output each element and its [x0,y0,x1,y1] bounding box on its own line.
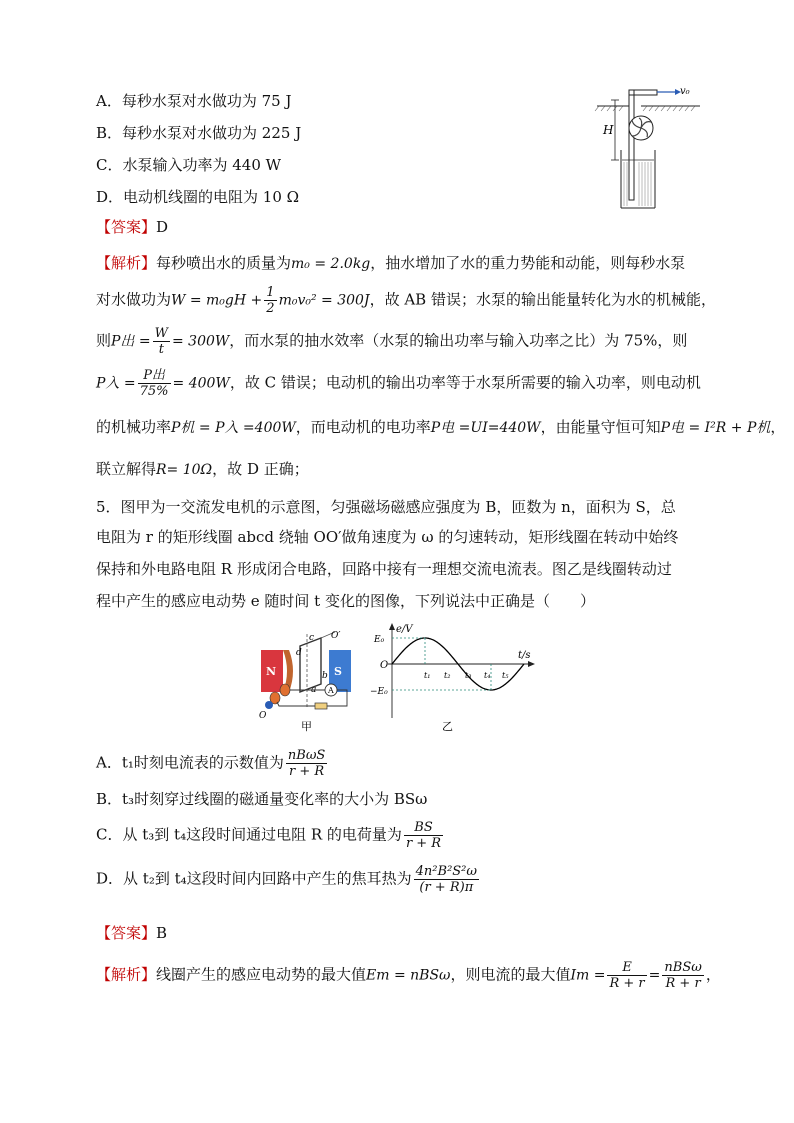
formula: W = m₀gH + [171,292,263,309]
south-pole-label: S [334,665,342,678]
t1-label: t₁ [424,671,431,680]
fraction [286,748,327,779]
q4-option-a: A．每秒水泵对水做功为 75 J [96,92,292,110]
text: ，而水泵的抽水效率（水泵的输出功率与输入功率之比）为 75%，则 [229,331,688,350]
north-pole-label: N [266,665,277,678]
t2-label: t₂ [444,671,451,680]
denominator: 2 [266,301,275,316]
formula: P入 = [96,375,136,392]
analysis-tag: 【解析】 [96,965,157,984]
analysis-line-2 [96,285,716,316]
emf-time-graph [372,620,542,732]
text: 每秒喷出水的质量为 [156,254,292,272]
numerator: BS [404,820,443,836]
text: 对水做功为 [96,290,172,309]
answer-tag: 【答案】 [96,924,157,942]
text: C．从 t₃到 t₄这段时间通过电阻 R 的电荷量为 [96,825,402,844]
fraction [264,285,276,316]
q5-analysis [96,960,721,991]
q5-stem-2: 电阻为 r 的矩形线圈 abcd 绕轴 OO′做角速度为 ω 的匀速转动，矩形线圈在转动中始终 [96,528,679,546]
formula: = 400W [172,375,230,392]
denominator: R + r [665,976,701,991]
formula: = 300W [172,333,230,350]
pump-figure [595,82,705,212]
text: D．从 t₂到 t₄这段时间内回路中产生的焦耳热为 [96,869,412,888]
text: ，故 AB 错误；水泵的输出能量转化为水的机械能， [369,290,716,309]
q5-stem-1: 5．图甲为一交流发电机的示意图，匀强磁场磁感应强度为 B，匝数为 n，面积为 S，总 [96,498,676,516]
v0-label: v₀ [680,86,690,97]
formula: m₀ = 2.0kg [291,256,371,272]
t5-label: t₅ [502,671,509,680]
text: 的机械功率 [96,418,172,436]
neg-e0-label: −E₀ [370,687,388,697]
denominator: r + R [289,764,325,779]
numerator: nBSω [664,960,702,975]
q4-answer [96,216,168,237]
q5-answer [96,922,167,943]
fraction [414,864,479,895]
numerator: nBωS [287,748,326,763]
analysis-line-5 [96,416,785,437]
q5-stem-3: 保持和外电路电阻 R 形成闭合电路，回路中接有一理想交流电流表。图乙是线圈转动过 [96,560,672,578]
a-label: a [311,685,317,695]
formula: Im = [570,967,606,984]
denominator: r + R [405,836,442,851]
answer-value: D [156,218,169,236]
text: ， [705,965,721,984]
text: ，而电动机的电功率 [295,418,431,436]
b-label: b [322,671,328,681]
x-axis-label: t/s [518,650,531,661]
q4-option-c: C．水泵输入功率为 440 W [96,156,282,174]
analysis-line-1 [96,252,685,273]
analysis-tag: 【解析】 [96,254,157,272]
formula: = [648,967,661,984]
formula: R= 10Ω [156,462,213,478]
text: 线圈产生的感应电动势的最大值 [156,965,367,984]
e0-label: E₀ [374,635,385,645]
q5-option-c [96,820,445,851]
fraction [607,960,646,991]
denominator: R + r [609,976,645,991]
figure-jia-caption: 甲 [301,720,312,733]
fraction [662,960,703,991]
analysis-line-4 [96,368,701,399]
d-label: d [296,648,302,658]
h-label: H [603,123,614,137]
analysis-line-6 [96,458,309,479]
text: ， [770,418,786,436]
fraction [404,820,443,851]
numerator: E [607,960,646,976]
formula: Em = nBSω [366,967,451,984]
text: 则 [96,331,112,350]
ammeter-label: A [328,686,334,695]
denominator: (r + R)π [419,880,474,895]
answer-value: B [156,924,168,942]
t3-label: t₃ [465,671,472,680]
q4-option-d: D．电动机线圈的电阻为 10 Ω [96,188,300,206]
q5-option-a [96,748,329,779]
y-axis-label: e/V [396,624,413,635]
text: ，由能量守恒可知 [540,418,661,436]
o-label: O [259,711,267,721]
formula: P出 = [111,333,151,350]
formula: P电 =UI=440W [430,420,541,436]
formula: P机 = P入 =400W [171,420,296,436]
text: ，故 C 错误；电动机的输出功率等于水泵所需要的输入功率，则电动机 [229,373,701,392]
numerator: P出 [138,368,171,384]
generator-figure [255,628,360,733]
text: ，则电流的最大值 [450,965,571,984]
text: ，故 D 正确； [212,460,309,478]
numerator: 1 [266,285,275,300]
option-letter: A． [96,753,122,772]
figure-yi-caption: 乙 [442,720,453,733]
text: t₁时刻电流表的示数值为 [121,753,284,772]
q5-option-b: B．t₃时刻穿过线圈的磁通量变化率的大小为 BSω [96,790,428,808]
t4-label: t₄ [484,671,491,680]
formula: P电 = I²R + P机 [660,420,771,436]
formula: m₀v₀² = 300J [278,292,370,309]
denominator: t [158,342,164,357]
q4-option-b: B．每秒水泵对水做功为 225 J [96,124,302,142]
answer-tag: 【答案】 [96,218,157,236]
fraction [153,326,170,357]
fraction [138,368,171,399]
q5-option-d [96,864,481,895]
analysis-line-3 [96,326,687,357]
q5-stem-4: 程中产生的感应电动势 e 随时间 t 变化的图像，下列说法中正确是（ ） [96,592,595,610]
numerator: 4n²B²S²ω [415,864,477,879]
numerator: W [154,326,168,341]
o-prime-label: O′ [331,631,341,641]
c-label: c [309,633,315,643]
origin-label: O [380,660,389,671]
text: ，抽水增加了水的重力势能和动能，则每秒水泵 [370,254,686,272]
denominator: 75% [139,384,169,399]
text: 联立解得 [96,460,157,478]
